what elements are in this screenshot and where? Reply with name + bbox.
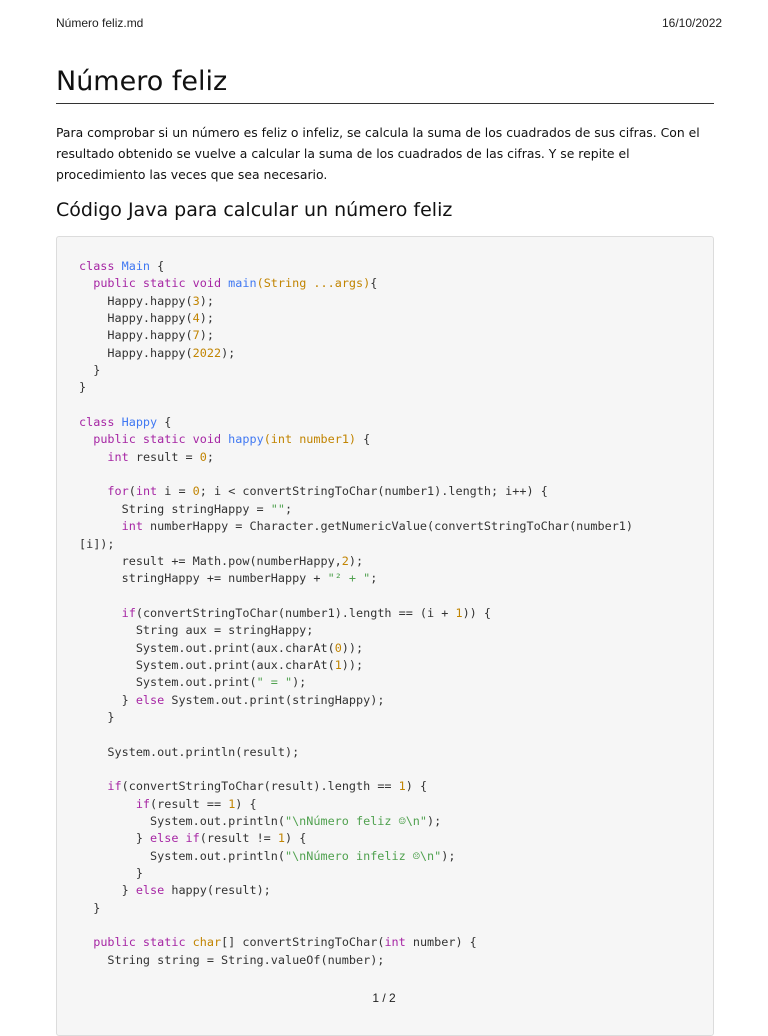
- code-token: 2: [341, 553, 349, 568]
- code-token: class: [79, 415, 122, 430]
- code-token: String aux = stringHappy;: [79, 623, 314, 638]
- code-token: ));: [341, 640, 364, 655]
- code-token: else: [135, 883, 165, 898]
- document-filename: Número feliz.md: [56, 16, 144, 30]
- code-token: );: [292, 675, 307, 690]
- code-token: {: [157, 415, 172, 430]
- code-line: [79, 276, 377, 290]
- code-token: }: [79, 866, 143, 881]
- code-token: "\nNúmero feliz ☺\n": [284, 814, 428, 828]
- code-token: result =: [128, 449, 200, 464]
- code-token: (convertStringToChar(result).length ==: [121, 779, 399, 794]
- code-token: (result !=: [199, 831, 278, 846]
- code-line: [79, 450, 214, 464]
- code-line: [79, 606, 491, 620]
- code-token: 2022: [192, 345, 222, 360]
- code-line: [79, 294, 214, 308]
- code-token: ;: [370, 571, 378, 586]
- code-line: [79, 883, 271, 897]
- code-token: happy: [228, 432, 264, 447]
- code-token: );: [441, 848, 456, 863]
- code-token: [79, 484, 107, 498]
- code-token: 0: [192, 484, 200, 499]
- code-token: {: [356, 432, 371, 447]
- code-line: [79, 675, 306, 689]
- code-token: [79, 432, 93, 446]
- code-token: [79, 935, 93, 949]
- code-line: [79, 831, 306, 845]
- code-line: [79, 519, 633, 533]
- code-line: [79, 346, 235, 360]
- code-token: if: [135, 796, 151, 811]
- code-token: System.out.print(aux.charAt(: [79, 657, 335, 672]
- code-token: );: [199, 293, 214, 308]
- code-token: String string = String.valueOf(number);: [79, 952, 385, 967]
- page-number: 1 / 2: [372, 991, 396, 1005]
- code-token: int: [121, 519, 143, 534]
- code-line: [79, 432, 370, 446]
- code-token: System.out.print(aux.charAt(: [79, 640, 335, 655]
- code-line: [79, 866, 143, 880]
- code-token: }: [79, 363, 101, 378]
- code-line: [79, 745, 299, 759]
- code-token: number) {: [405, 935, 477, 950]
- code-token: [79, 519, 122, 533]
- code-token: [79, 797, 136, 811]
- code-token: (: [128, 484, 136, 499]
- code-token: [79, 779, 107, 793]
- code-token: numberHappy = Character.getNumericValue(convertStringToChar(number1): [142, 519, 633, 534]
- code-line: [79, 363, 100, 377]
- code-line: [79, 623, 313, 637]
- code-token: int: [135, 484, 158, 499]
- code-token: public static void: [93, 276, 229, 291]
- code-listing: [79, 258, 633, 969]
- code-line: [79, 693, 384, 707]
- code-token: "\nNúmero infeliz ☹\n": [284, 848, 442, 863]
- page-title: Número feliz: [56, 66, 714, 104]
- code-line: [79, 380, 86, 394]
- code-token: [79, 450, 107, 464]
- code-line: [79, 814, 441, 828]
- code-token: ) {: [405, 779, 428, 794]
- code-token: )) {: [462, 605, 491, 620]
- code-token: i =: [157, 484, 193, 499]
- code-token: }: [79, 380, 87, 395]
- code-token: {: [370, 276, 378, 291]
- code-token: System.out.println(: [79, 848, 285, 863]
- code-line: [79, 953, 384, 967]
- code-token: Main: [121, 259, 151, 273]
- code-line: [79, 259, 164, 273]
- code-line: [79, 537, 115, 551]
- code-token: if: [107, 779, 122, 794]
- code-token: );: [427, 814, 442, 828]
- code-token: 7: [192, 328, 200, 343]
- code-token: (result ==: [150, 796, 229, 811]
- code-token: else if: [150, 831, 200, 846]
- code-token: happy(result);: [164, 883, 271, 898]
- code-line: [79, 901, 100, 915]
- code-token: 1: [277, 831, 285, 846]
- code-token: }: [79, 883, 136, 898]
- code-line: [79, 415, 171, 429]
- code-token: result += Math.pow(numberHappy,: [79, 553, 342, 568]
- code-line: [79, 849, 455, 863]
- code-token: 1: [228, 796, 236, 811]
- code-token: char: [192, 935, 222, 950]
- code-line: [79, 484, 548, 498]
- code-token: );: [221, 345, 236, 360]
- code-token: "² + ": [327, 571, 371, 586]
- code-token: for: [107, 484, 129, 499]
- code-token: (String ...args): [256, 276, 371, 291]
- code-token: ) {: [285, 831, 307, 846]
- code-token: System.out.print(stringHappy);: [164, 692, 385, 707]
- code-line: [79, 502, 292, 516]
- code-token: [79, 276, 93, 290]
- code-token: Happy: [121, 415, 158, 430]
- intro-paragraph: Para comprobar si un número es feliz o infeliz, se calcula la suma de los cuadrados de sus cifras. Con el resultado obtenido se vuelve a calcular la suma de los cuadrados de las cifras. Y se repite el procedimiento las veces que sea necesario.: [56, 125, 700, 182]
- section-heading: Código Java para calcular un número feliz: [56, 199, 453, 221]
- code-token: Happy.happy(: [79, 328, 193, 343]
- code-line: [79, 710, 115, 724]
- code-token: int: [107, 449, 129, 464]
- code-token: }: [79, 831, 151, 846]
- code-line: [79, 779, 427, 793]
- code-token: ) {: [235, 796, 257, 811]
- code-token: " = ": [256, 675, 293, 690]
- code-token: [79, 606, 122, 620]
- code-token: Happy.happy(: [79, 345, 193, 360]
- code-token: String stringHappy =: [79, 501, 271, 516]
- code-token: main: [228, 276, 257, 291]
- code-line: [79, 554, 363, 568]
- code-token: (int number1): [263, 432, 357, 447]
- code-token: public static void: [93, 432, 229, 447]
- code-token: public static: [93, 935, 193, 950]
- print-date: 16/10/2022: [662, 16, 723, 30]
- code-token: );: [199, 328, 214, 343]
- code-block: [56, 236, 714, 1036]
- code-token: );: [199, 311, 214, 326]
- code-token: [] convertStringToChar(: [221, 935, 385, 950]
- code-token: 3: [192, 293, 200, 308]
- code-line: [79, 935, 477, 949]
- code-token: 1: [398, 779, 406, 794]
- code-token: ; i < convertStringToChar(number1).length; i++) {: [199, 484, 548, 499]
- code-token: System.out.print(: [79, 675, 257, 690]
- code-token: ;: [284, 501, 293, 516]
- code-token: System.out.println(result);: [79, 744, 300, 759]
- code-token: {: [150, 259, 165, 273]
- code-token: 1: [334, 657, 342, 672]
- code-token: class: [79, 259, 122, 273]
- code-token: 0: [334, 640, 342, 655]
- code-token: "": [270, 501, 285, 516]
- code-token: }: [79, 692, 136, 707]
- code-token: (convertStringToChar(number1).length == (i +: [135, 605, 456, 620]
- code-line: [79, 658, 363, 672]
- code-token: }: [79, 709, 115, 724]
- code-token: int: [384, 935, 406, 950]
- code-token: );: [348, 553, 364, 568]
- code-line: [79, 328, 214, 342]
- code-token: }: [79, 900, 101, 915]
- code-token: Happy.happy(: [79, 311, 193, 326]
- code-token: 1: [455, 605, 463, 620]
- code-token: 4: [192, 311, 200, 326]
- code-line: [79, 641, 363, 655]
- code-token: 0: [199, 449, 207, 464]
- code-line: [79, 571, 377, 585]
- code-token: ;: [206, 449, 214, 464]
- code-token: Happy.happy(: [79, 293, 193, 308]
- code-token: [i]);: [79, 536, 115, 551]
- code-token: System.out.println(: [79, 814, 285, 828]
- code-token: if: [121, 605, 136, 620]
- code-token: else: [135, 692, 165, 707]
- code-token: ));: [341, 657, 364, 672]
- code-token: stringHappy += numberHappy +: [79, 571, 328, 586]
- code-line: [79, 311, 214, 325]
- code-line: [79, 797, 257, 811]
